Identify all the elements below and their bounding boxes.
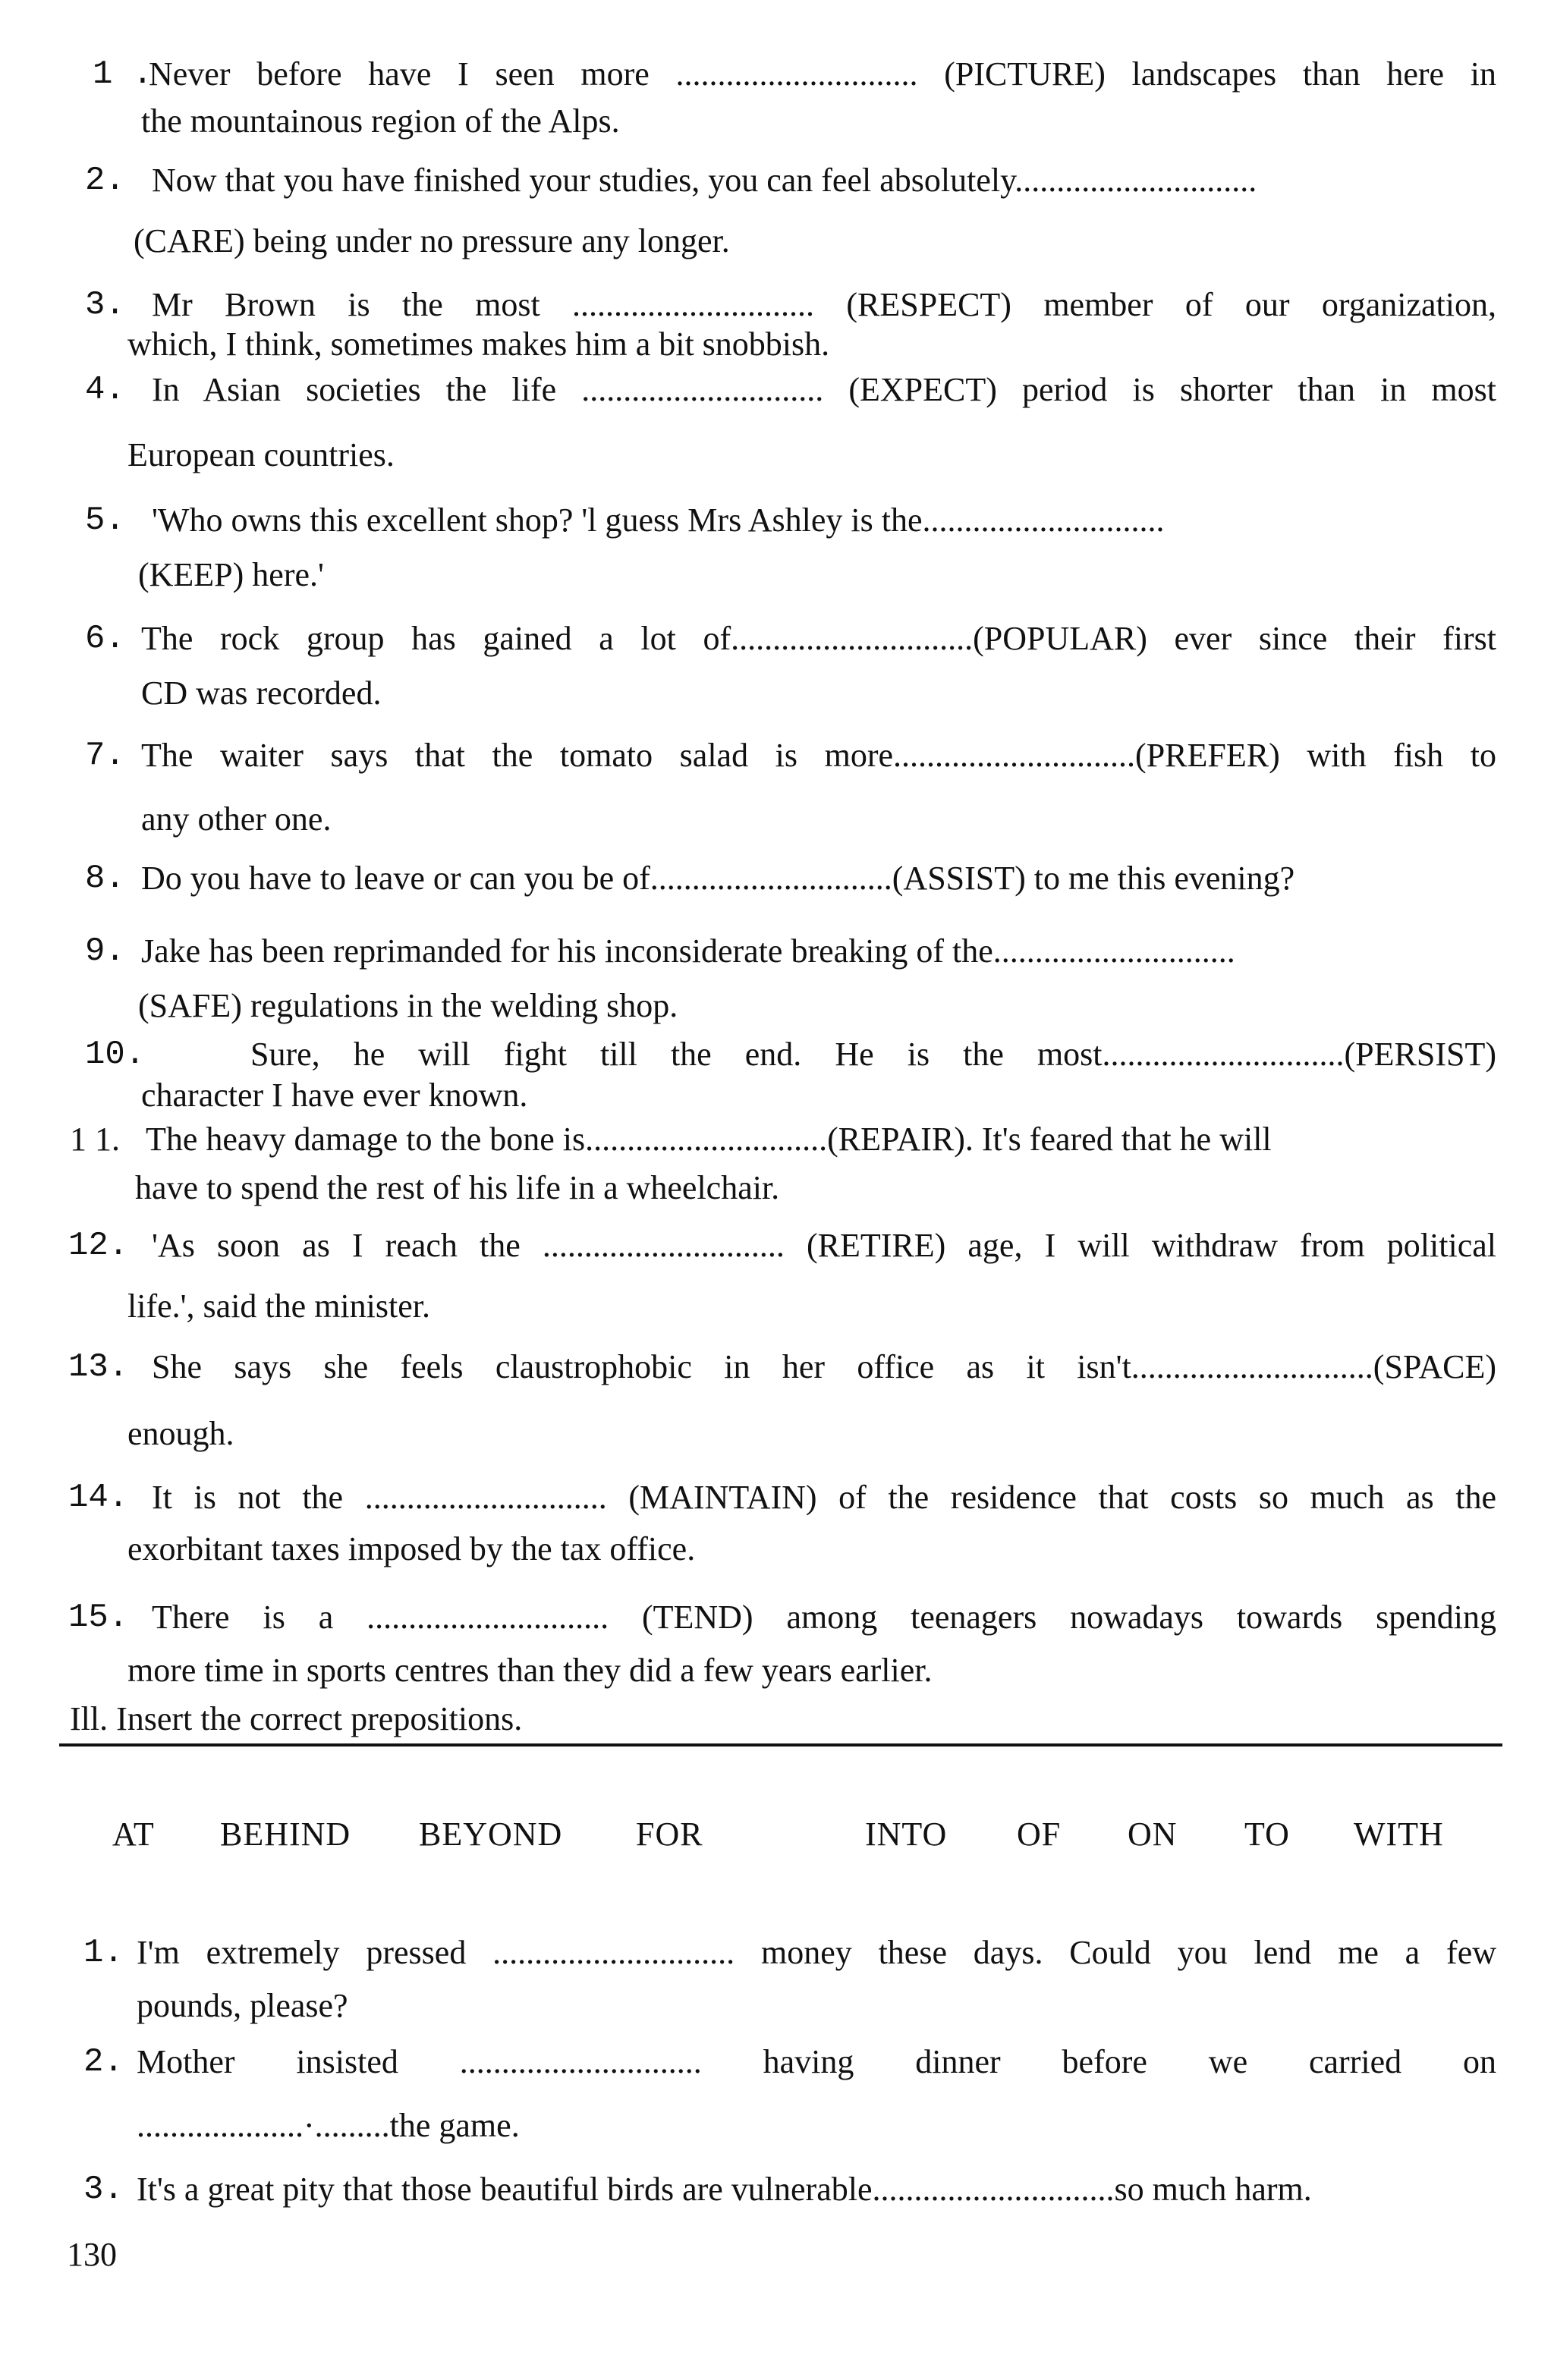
item-number: 12. [68,1227,129,1265]
item-text-continued: which, I think, sometimes makes him a bit snobbish. [127,325,830,363]
word-bank-item: TO [1244,1816,1290,1853]
item-number: 3. [83,2171,124,2209]
item-text: The waiter says that the tomato salad is more.............................(PREFER) with fish to [141,737,1496,774]
item-number: 2. [83,2043,124,2081]
item-text-continued: ....................·.........the game. [137,2107,520,2144]
item-number: 6. [85,620,125,658]
item-text: 'As soon as I reach the ............................. (RETIRE) age, I will withdraw from political [152,1227,1496,1264]
item-text-continued: more time in sports centres than they did a few years earlier. [127,1652,933,1689]
item-text: The rock group has gained a lot of.............................(POPULAR) ever since their first [141,620,1496,657]
item-number: 7. [85,737,125,775]
item-text: 'Who owns this excellent shop? 'l guess Mrs Ashley is the............................. [152,501,1165,539]
item-text: There is a ............................. (TEND) among teenagers nowadays towards spending [152,1599,1496,1636]
item-text-continued: European countries. [127,436,395,473]
item-text: I'm extremely pressed ............................. money these days. Could you lend me a few [137,1934,1496,1971]
item-text: In Asian societies the life ............................. (EXPECT) period is shorter than in most [152,371,1496,408]
item-number: 1 1. [70,1121,120,1158]
item-number: 1 . [93,55,153,93]
word-bank-item: ON [1128,1816,1178,1853]
word-bank-item: FOR [636,1816,703,1853]
item-number: 1. [83,1934,124,1972]
item-text: The heavy damage to the bone is.............................(REPAIR). It's feared that he will [146,1121,1272,1158]
word-bank-item: BEHIND [220,1816,351,1853]
item-text: Jake has been reprimanded for his inconsiderate breaking of the............................. [141,932,1235,970]
item-text-continued: enough. [127,1415,234,1452]
item-text: Mr Brown is the most ............................. (RESPECT) member of our organization, [152,286,1496,323]
page-number: 130 [67,2236,117,2273]
word-bank-item: BEYOND [419,1816,563,1853]
item-text-continued: life.', said the minister. [127,1287,430,1325]
item-text-continued: any other one. [141,800,332,838]
word-bank-item: WITH [1354,1816,1444,1853]
item-text: It's a great pity that those beautiful birds are vulnerable.............................so much harm. [137,2171,1312,2208]
word-bank-item: INTO [865,1816,948,1853]
item-number: 2. [85,162,125,200]
item-number: 15. [68,1599,129,1636]
item-text-continued: the mountainous region of the Alps. [141,102,620,140]
item-number: 13. [68,1348,129,1386]
item-number: 10. [85,1036,146,1074]
item-text: Mother insisted ............................. having dinner before we carried on [137,2043,1496,2080]
item-text: Never before have I seen more ............................. (PICTURE) landscapes than here in [149,55,1496,93]
item-text-continued: (CARE) being under no pressure any longer. [134,222,730,259]
item-text: Do you have to leave or can you be of.............................(ASSIST) to me this evening? [141,860,1295,897]
item-number: 4. [85,371,125,409]
item-number: 9. [85,932,125,970]
item-text-continued: have to spend the rest of his life in a wheelchair. [135,1169,780,1206]
word-bank-item: AT [112,1816,155,1853]
word-bank-item: OF [1017,1816,1062,1853]
item-number: 3. [85,286,125,324]
item-text-continued: (SAFE) regulations in the welding shop. [138,987,678,1024]
item-text-continued: CD was recorded. [141,674,382,712]
item-text-continued: exorbitant taxes imposed by the tax office. [127,1530,696,1567]
item-text-continued: pounds, please? [137,1987,348,2024]
item-number: 5. [85,501,125,539]
item-text: Now that you have finished your studies, you can feel absolutely............................. [152,162,1257,199]
item-text-continued: character I have ever known. [141,1077,528,1114]
section-heading: Ill. Insert the correct prepositions. [70,1700,523,1737]
item-text: It is not the ............................. (MAINTAIN) of the residence that costs so much as the [152,1479,1496,1516]
item-text: Sure, he will fight till the end. He is the most.............................(PERSIST) [250,1036,1496,1073]
item-text-continued: (KEEP) here.' [138,556,324,593]
item-number: 14. [68,1479,129,1517]
item-number: 8. [85,860,125,898]
heading-rule [59,1743,1502,1746]
item-text: She says she feels claustrophobic in her office as it isn't.............................(SPACE) [152,1348,1496,1385]
